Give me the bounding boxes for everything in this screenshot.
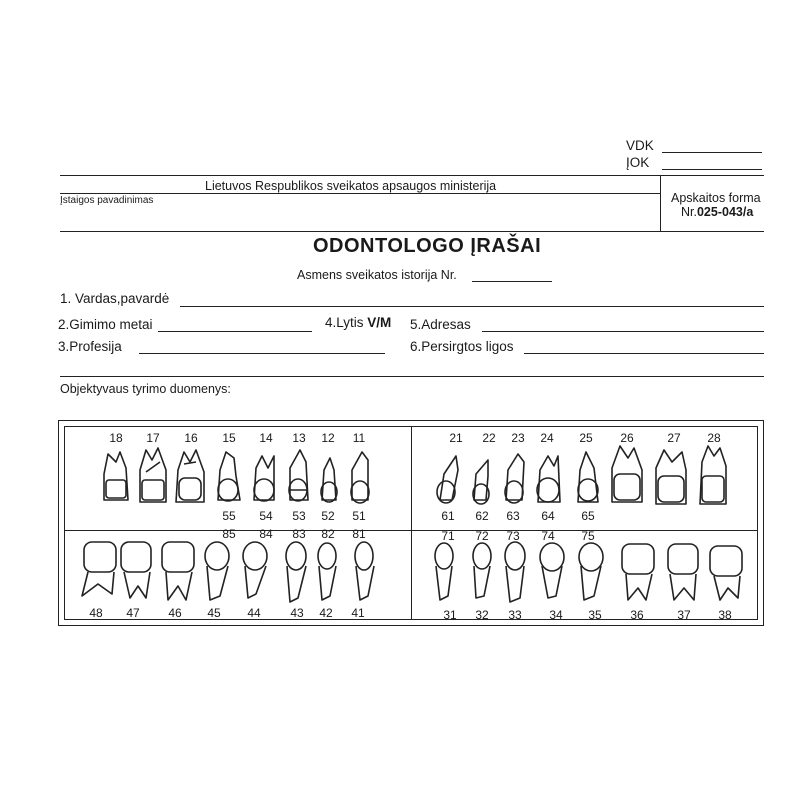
tooth-number-38: 38 [718, 608, 732, 622]
diseases-field-line[interactable] [524, 353, 764, 354]
sex-prefix: 4.Lytis [325, 315, 364, 330]
tooth-number-62: 62 [475, 509, 489, 523]
tooth-number-41: 41 [351, 606, 365, 620]
tooth-number-11: 11 [352, 431, 366, 445]
tooth-number-43: 43 [290, 606, 304, 620]
tooth-number-81: 81 [352, 527, 366, 541]
tooth-number-35: 35 [588, 608, 602, 622]
address-label: 5.Adresas [410, 317, 471, 332]
form-number [681, 206, 753, 219]
tooth-number-24: 24 [540, 431, 554, 445]
institution-label: Įstaigos pavadinimas [60, 195, 154, 206]
tooth-number-32: 32 [475, 608, 489, 622]
tooth-number-25: 25 [579, 431, 593, 445]
address-field-line[interactable] [482, 331, 764, 332]
page-title: ODONTOLOGO ĮRAŠAI [313, 235, 542, 257]
tooth-number-37: 37 [677, 608, 691, 622]
tooth-number-51: 51 [352, 509, 366, 523]
history-field-line[interactable] [472, 281, 552, 282]
tooth-number-22: 22 [482, 431, 496, 445]
history-label: Asmens sveikatos istorija Nr. [297, 268, 457, 282]
tooth-number-55: 55 [222, 509, 236, 523]
tooth-number-61: 61 [441, 509, 455, 523]
form-label: Apskaitos forma [671, 191, 761, 205]
form-number-value: 025-043/a [696, 205, 754, 219]
tooth-number-14: 14 [259, 431, 273, 445]
tooth-number-47: 47 [126, 606, 140, 620]
objective-label: Objektyvaus tyrimo duomenys: [60, 382, 231, 396]
tooth-number-65: 65 [581, 509, 595, 523]
tooth-number-75: 75 [581, 529, 595, 543]
tooth-number-44: 44 [247, 606, 261, 620]
header-bottom-rule [60, 231, 764, 232]
header-top-rule [60, 175, 764, 176]
tooth-number-53: 53 [292, 509, 306, 523]
tooth-number-36: 36 [630, 608, 644, 622]
tooth-number-28: 28 [707, 431, 721, 445]
vdk-field-line[interactable] [662, 152, 762, 153]
birth-year-label: 2.Gimimo metai [58, 317, 153, 332]
ministry-name: Lietuvos Respublikos sveikatos apsaugos ministerija [205, 179, 497, 193]
iok-label: ĮOK [626, 155, 650, 170]
tooth-number-15: 15 [222, 431, 236, 445]
profession-label: 3.Profesija [58, 339, 122, 354]
profession-field-line[interactable] [139, 353, 385, 354]
tooth-number-16: 16 [184, 431, 198, 445]
tooth-number-85: 85 [222, 527, 236, 541]
tooth-number-71: 71 [441, 529, 455, 543]
tooth-number-42: 42 [319, 606, 333, 620]
tooth-number-13: 13 [292, 431, 306, 445]
tooth-number-64: 64 [541, 509, 555, 523]
tooth-number-27: 27 [667, 431, 681, 445]
name-label: 1. Vardas,pavardė [60, 291, 170, 306]
tooth-number-84: 84 [259, 527, 273, 541]
tooth-number-73: 73 [506, 529, 520, 543]
chart-horizontal-divider [64, 530, 758, 531]
diseases-label: 6.Persirgtos ligos [410, 339, 514, 354]
birth-year-field-line[interactable] [158, 331, 312, 332]
tooth-number-83: 83 [292, 527, 306, 541]
tooth-number-21: 21 [449, 431, 463, 445]
name-field-line[interactable] [180, 306, 764, 307]
tooth-number-72: 72 [475, 529, 489, 543]
chart-vertical-divider [411, 426, 412, 620]
tooth-number-82: 82 [321, 527, 335, 541]
blank-field-line[interactable] [60, 376, 764, 377]
tooth-number-17: 17 [146, 431, 160, 445]
tooth-number-52: 52 [321, 509, 335, 523]
tooth-number-46: 46 [168, 606, 182, 620]
tooth-number-18: 18 [109, 431, 123, 445]
tooth-number-33: 33 [508, 608, 522, 622]
sex-options[interactable]: V/M [367, 315, 392, 330]
header-divider [660, 175, 661, 231]
tooth-number-48: 48 [89, 606, 103, 620]
sex-label [325, 316, 391, 330]
tooth-number-74: 74 [541, 529, 555, 543]
tooth-number-26: 26 [620, 431, 634, 445]
vdk-label: VDK [626, 138, 654, 153]
tooth-number-12: 12 [321, 431, 335, 445]
tooth-number-31: 31 [443, 608, 457, 622]
tooth-number-23: 23 [511, 431, 525, 445]
tooth-number-54: 54 [259, 509, 273, 523]
tooth-number-45: 45 [207, 606, 221, 620]
tooth-number-34: 34 [549, 608, 563, 622]
iok-field-line[interactable] [662, 169, 762, 170]
tooth-number-63: 63 [506, 509, 520, 523]
ministry-underline [60, 193, 660, 194]
form-number-prefix: Nr. [681, 205, 697, 219]
